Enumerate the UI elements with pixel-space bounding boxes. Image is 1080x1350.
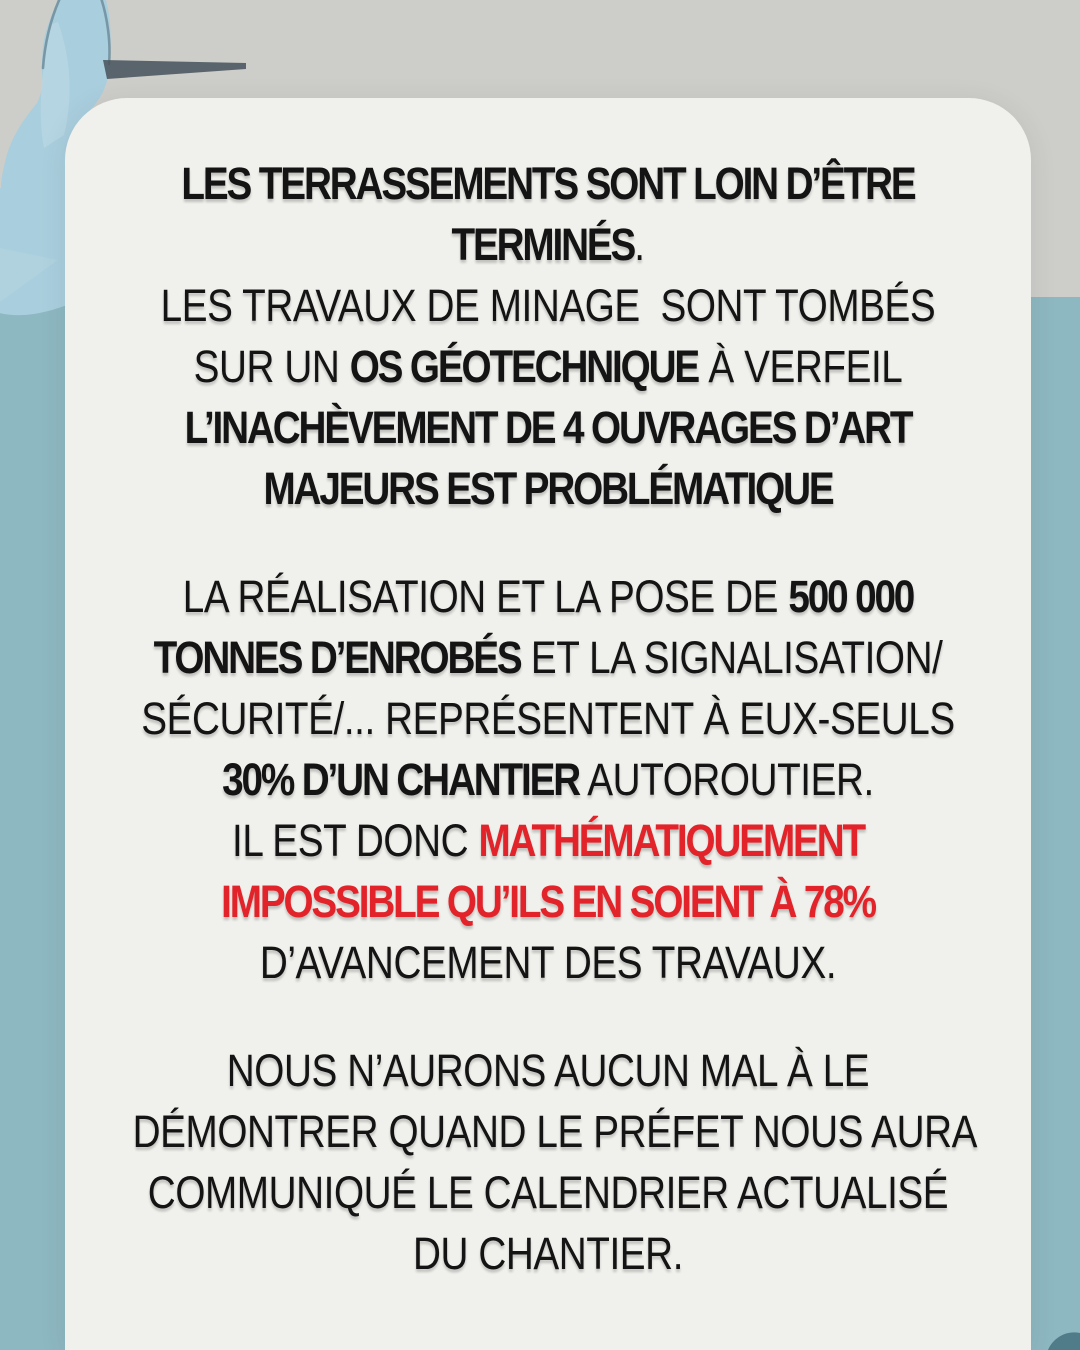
text-line-12 xyxy=(133,871,964,932)
text-segment: DU CHANTIER. xyxy=(412,1228,684,1279)
text-line-8 xyxy=(133,627,964,688)
text-segment: OS GÉOTECHNIQUE xyxy=(349,341,699,392)
text-segment: SÉCURITÉ/... REPRÉSENTENT À EUX-SEULS xyxy=(141,693,955,744)
text-line-13 xyxy=(133,932,964,993)
text-segment: MAJEURS EST PROBLÉMATIQUE xyxy=(263,463,833,514)
text-segment: TONNES D’ENROBÉS xyxy=(153,632,521,683)
text-line-9 xyxy=(133,688,964,749)
text-line-14 xyxy=(133,1040,964,1101)
text-line-7 xyxy=(133,566,964,627)
text-line-6 xyxy=(133,458,964,519)
text-segment: ET LA SIGNALISATION/ xyxy=(520,632,943,683)
text-segment: LA RÉALISATION ET LA POSE DE xyxy=(182,571,789,622)
text-segment: 30% D’UN CHANTIER xyxy=(222,754,580,805)
text-line-15 xyxy=(132,1101,977,1162)
text-segment: LES TRAVAUX DE MINAGE SONT TOMBÉS xyxy=(160,280,936,331)
text-line-11 xyxy=(133,810,964,871)
text-segment: MATHÉMATIQUEMENT xyxy=(478,815,864,866)
text-line-10 xyxy=(133,749,964,810)
text-line-17 xyxy=(133,1223,964,1284)
text-segment: LES TERRASSEMENTS SONT LOIN D’ÊTRE xyxy=(181,158,915,209)
text-segment: IL EST DONC xyxy=(232,815,479,866)
text-segment: TERMINÉS xyxy=(451,219,635,270)
text-line-5 xyxy=(133,397,964,458)
text-line-16 xyxy=(133,1162,964,1223)
text-line-4 xyxy=(133,336,964,397)
text-line-2 xyxy=(133,214,964,275)
text-line-3 xyxy=(133,275,964,336)
text-segment: D’AVANCEMENT DES TRAVAUX. xyxy=(259,937,837,988)
text-segment: AUTOROUTIER. xyxy=(579,754,874,805)
text-segment: À VERFEIL xyxy=(698,341,903,392)
text-segment: L’INACHÈVEMENT DE 4 OUVRAGES D’ART xyxy=(184,402,912,453)
text-card xyxy=(65,98,1031,1350)
text-segment: . xyxy=(634,219,645,270)
text-segment: DÉMONTRER QUAND LE PRÉFET NOUS AURA xyxy=(132,1106,977,1157)
text-line-1 xyxy=(133,153,964,214)
text-segment: 500 000 xyxy=(788,571,914,622)
text-segment: COMMUNIQUÉ LE CALENDRIER ACTUALISÉ xyxy=(147,1167,949,1218)
text-segment: NOUS N’AURONS AUCUN MAL À LE xyxy=(226,1045,870,1096)
text-segment: SUR UN xyxy=(193,341,350,392)
statement-text xyxy=(65,98,1031,1284)
text-segment: IMPOSSIBLE QU’ILS EN SOIENT À 78% xyxy=(221,876,875,927)
